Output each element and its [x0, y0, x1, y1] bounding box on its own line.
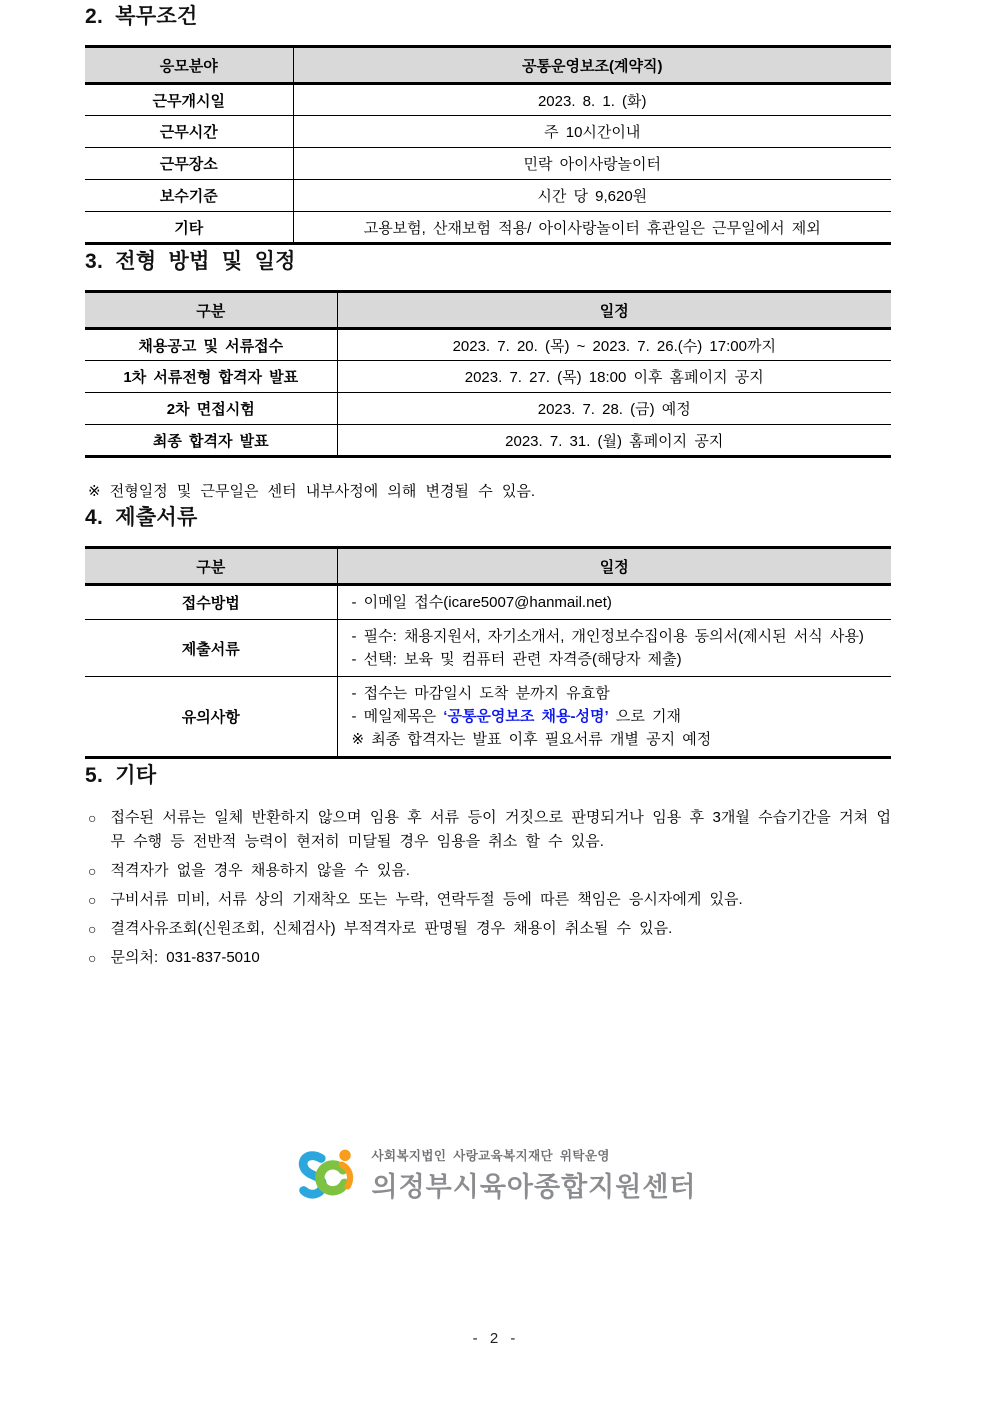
- page-number: - 2 -: [472, 1330, 520, 1347]
- value-line: - 이메일 접수(icare5007@hanmail.net): [351, 594, 612, 611]
- circle-bullet-icon: ○: [88, 921, 97, 937]
- row-value: [337, 620, 891, 677]
- row-label: 기타: [85, 212, 293, 244]
- table-row: [85, 84, 891, 116]
- table-row: [85, 361, 891, 393]
- table-row: [85, 148, 891, 180]
- header-cell-label: 구분: [85, 292, 337, 329]
- section-heading-schedule: 3. 전형 방법 및 일정: [85, 250, 296, 273]
- header-cell-value: 일정: [337, 292, 891, 329]
- submission-table: [85, 546, 891, 759]
- header-cell-label: 응모분야: [85, 47, 293, 84]
- row-label: 접수방법: [85, 585, 337, 620]
- header-cell-value: 공통운영보조(계약직): [293, 47, 891, 84]
- table-header-row: [85, 548, 891, 585]
- table-row: [85, 393, 891, 425]
- list-item: [85, 946, 891, 970]
- table-row: [85, 180, 891, 212]
- row-label: 1차 서류전형 합격자 발표: [85, 361, 337, 393]
- table-header-row: [85, 47, 891, 84]
- row-label: 최종 합격자 발표: [85, 425, 337, 457]
- row-value: 2023. 7. 27. (목) 18:00 이후 홈페이지 공지: [337, 361, 891, 393]
- table-row: [85, 212, 891, 244]
- section-heading-etc: 5. 기타: [85, 764, 157, 787]
- bullet-text: 적격자가 없을 경우 채용하지 않을 수 있음.: [110, 862, 410, 879]
- value-line-with-highlight: [352, 705, 878, 728]
- row-value: 주 10시간이내: [293, 116, 891, 148]
- logo-mark-icon: [296, 1146, 364, 1204]
- circle-bullet-icon: ○: [88, 810, 97, 826]
- table-row: [85, 677, 891, 758]
- row-label: 근무시간: [85, 116, 293, 148]
- logo-tagline: 사회복지법인 사랑교육복지재단 위탁운영: [371, 1149, 610, 1163]
- logo-organization-name: 의정부시육아종합지원센터: [371, 1172, 697, 1202]
- circle-bullet-icon: ○: [88, 892, 97, 908]
- logo-text: [372, 1146, 697, 1204]
- table-row: [85, 116, 891, 148]
- section-heading-work-conditions: 2. 복무조건: [85, 5, 198, 28]
- value-line: - 접수는 마감일시 도착 분까지 유효함: [351, 685, 610, 702]
- etc-bullet-list: [85, 806, 891, 970]
- bullet-text: 결격사유조회(신원조회, 신체검사) 부적격자로 판명될 경우 채용이 취소될 수 있음.: [110, 920, 673, 937]
- row-value: 2023. 7. 31. (월) 홈페이지 공지: [505, 432, 724, 450]
- row-value: 민락 아이사랑놀이터: [293, 148, 891, 180]
- table-row: [85, 620, 891, 677]
- header-cell-value: 일정: [337, 548, 891, 585]
- row-label: 근무개시일: [85, 84, 293, 116]
- schedule-table: [85, 290, 891, 458]
- document-content: [85, 0, 891, 975]
- section-heading-submission: 4. 제출서류: [85, 506, 198, 529]
- list-item: [85, 806, 891, 854]
- row-value: 시간 당 9,620원: [293, 180, 891, 212]
- bullet-text: 문의처: 031-837-5010: [110, 949, 260, 966]
- email-subject-highlight: ‘공통운영보조 채용-성명’: [443, 708, 609, 725]
- organization-logo: [296, 1146, 697, 1204]
- value-line: ※ 최종 합격자는 발표 이후 필요서류 개별 공지 예정: [351, 731, 712, 748]
- value-line: - 필수: 채용지원서, 자기소개서, 개인정보수집이용 동의서(제시된 서식 사용): [351, 628, 864, 645]
- circle-bullet-icon: ○: [88, 950, 97, 966]
- bullet-text: 접수된 서류는 일체 반환하지 않으며 임용 후 서류 등이 거짓으로 판명되거나 임용 후 3개월 수습기간을 거쳐 업무 수행 등 전반적 능력이 현저히 미달될 경우 임용을 취소 할 수 있음.: [110, 809, 891, 850]
- line-suffix: 으로 기재: [608, 708, 681, 725]
- row-value: [337, 677, 891, 758]
- row-value: 2023. 8. 1. (화): [293, 84, 891, 116]
- circle-bullet-icon: ○: [88, 863, 97, 879]
- row-label: 채용공고 및 서류접수: [85, 329, 337, 361]
- list-item: [85, 917, 891, 941]
- list-item: [85, 888, 891, 912]
- table-row: [85, 585, 891, 620]
- value-line: - 선택: 보육 및 컴퓨터 관련 자격증(해당자 제출): [351, 651, 682, 668]
- row-label: 2차 면접시험: [85, 393, 337, 425]
- row-value: 2023. 7. 20. (목) ~ 2023. 7. 26.(수) 17:00까지: [337, 329, 891, 361]
- list-item: [85, 859, 891, 883]
- row-value: [337, 585, 891, 620]
- line-prefix: - 메일제목은: [351, 708, 444, 725]
- row-label: 제출서류: [85, 620, 337, 677]
- row-value: 고용보험, 산재보험 적용/ 아이사랑놀이터 휴관일은 근무일에서 제외: [363, 219, 821, 237]
- row-value: 2023. 7. 28. (금) 예정: [337, 393, 891, 425]
- row-label: 보수기준: [85, 180, 293, 212]
- bullet-text: 구비서류 미비, 서류 상의 기재착오 또는 누락, 연락두절 등에 따른 책임은 응시자에게 있음.: [110, 891, 743, 908]
- table-row: [85, 425, 891, 457]
- row-label: 근무장소: [85, 148, 293, 180]
- work-conditions-table: [85, 45, 891, 245]
- header-cell-label: 구분: [85, 548, 337, 585]
- schedule-note: ※ 전형일정 및 근무일은 센터 내부사정에 의해 변경될 수 있음.: [88, 483, 536, 500]
- table-row: [85, 329, 891, 361]
- row-label: 유의사항: [85, 677, 337, 758]
- table-header-row: [85, 292, 891, 329]
